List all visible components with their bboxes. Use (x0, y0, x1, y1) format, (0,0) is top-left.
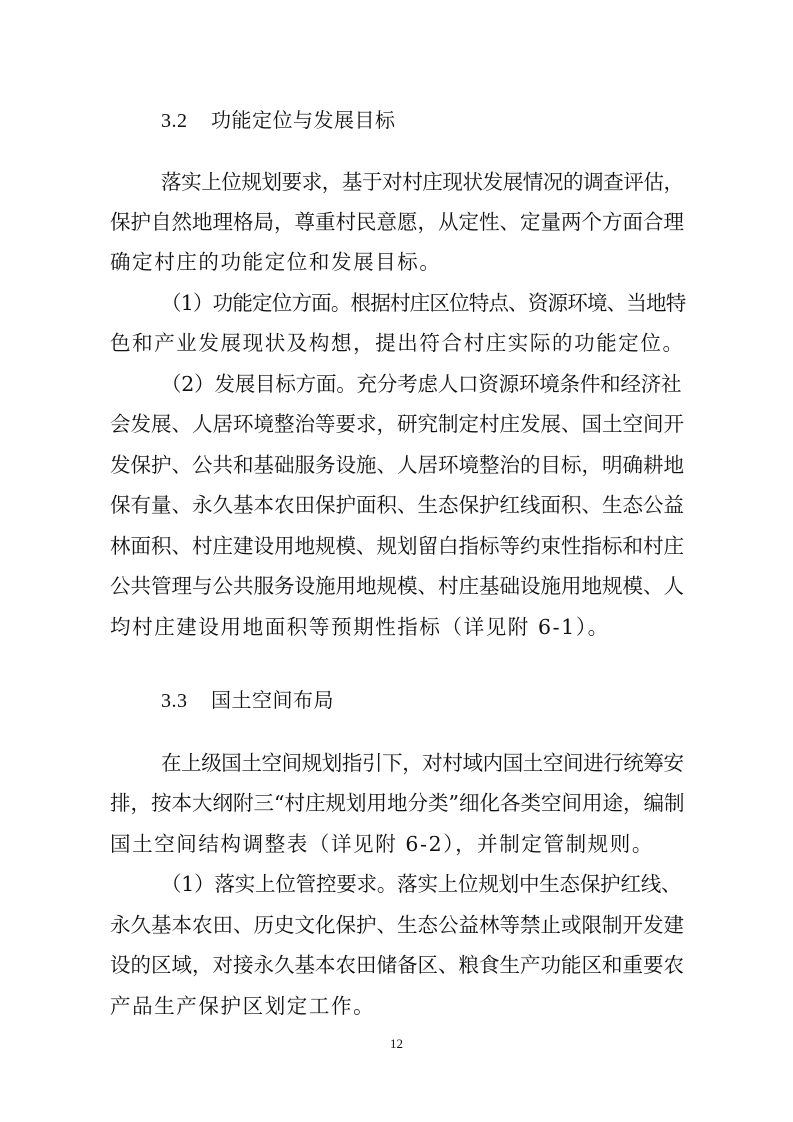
paragraph-line: 公共管理与公共服务设施用地规模、村庄基础设施用地规模、人 (110, 574, 684, 598)
paragraph-line: 设的区域，对接永久基本农田储备区、粮食生产功能区和重要农 (110, 953, 684, 977)
paragraph-line: （1）功能定位方面。根据村庄区位特点、资源环境、当地特 (161, 291, 686, 315)
paragraph-line: 确定村庄的功能定位和发展目标。 (110, 250, 442, 274)
paragraph-line: 色和产业发展现状及构想，提出符合村庄实际的功能定位。 (110, 331, 685, 355)
paragraph-line: 永久基本农田、历史文化保护、生态公益林等禁止或限制开发建 (110, 913, 684, 937)
section-heading-3-3 (161, 686, 334, 715)
section-number: 3.2 (161, 110, 188, 132)
section-heading-3-2 (161, 106, 396, 135)
paragraph-line: （2）发展目标方面。充分考虑人口资源环境条件和经济社 (161, 372, 682, 396)
section-title: 功能定位与发展目标 (211, 108, 396, 132)
paragraph-line: （1）落实上位管控要求。落实上位规划中生态保护红线、 (161, 872, 682, 896)
section-title: 国土空间布局 (211, 688, 334, 712)
paragraph-line: 均村庄建设用地面积等预期性指标（详见附 6-1）。 (110, 615, 610, 639)
paragraph-line: 落实上位规划要求，基于对村庄现状发展情况的调查评估， (161, 170, 684, 194)
paragraph-line: 国土空间结构调整表（详见附 6-2），并制定管制规则。 (110, 832, 654, 856)
section-number: 3.3 (161, 690, 188, 712)
page-number: 12 (390, 1036, 403, 1051)
paragraph-line: 产品生产保护区划定工作。 (110, 994, 376, 1018)
paragraph-line: 会发展、人居环境整治等要求，研究制定村庄发展、国土空间开 (110, 412, 684, 436)
paragraph-line: 发保护、公共和基础服务设施、人居环境整治的目标，明确耕地 (110, 453, 684, 477)
paragraph-line: 保护自然地理格局，尊重村民意愿，从定性、定量两个方面合理 (110, 210, 684, 234)
paragraph-line: 排，按本大纲附三“村庄规划用地分类”细化各类空间用途，编制 (110, 791, 685, 815)
paragraph-line: 林面积、村庄建设用地规模、规划留白指标等约束性指标和村庄 (110, 534, 684, 558)
paragraph-line: 保有量、永久基本农田保护面积、生态保护红线面积、生态公益 (110, 493, 684, 517)
paragraph-line: 在上级国土空间规划指引下，对村域内国土空间进行统筹安 (161, 751, 684, 775)
